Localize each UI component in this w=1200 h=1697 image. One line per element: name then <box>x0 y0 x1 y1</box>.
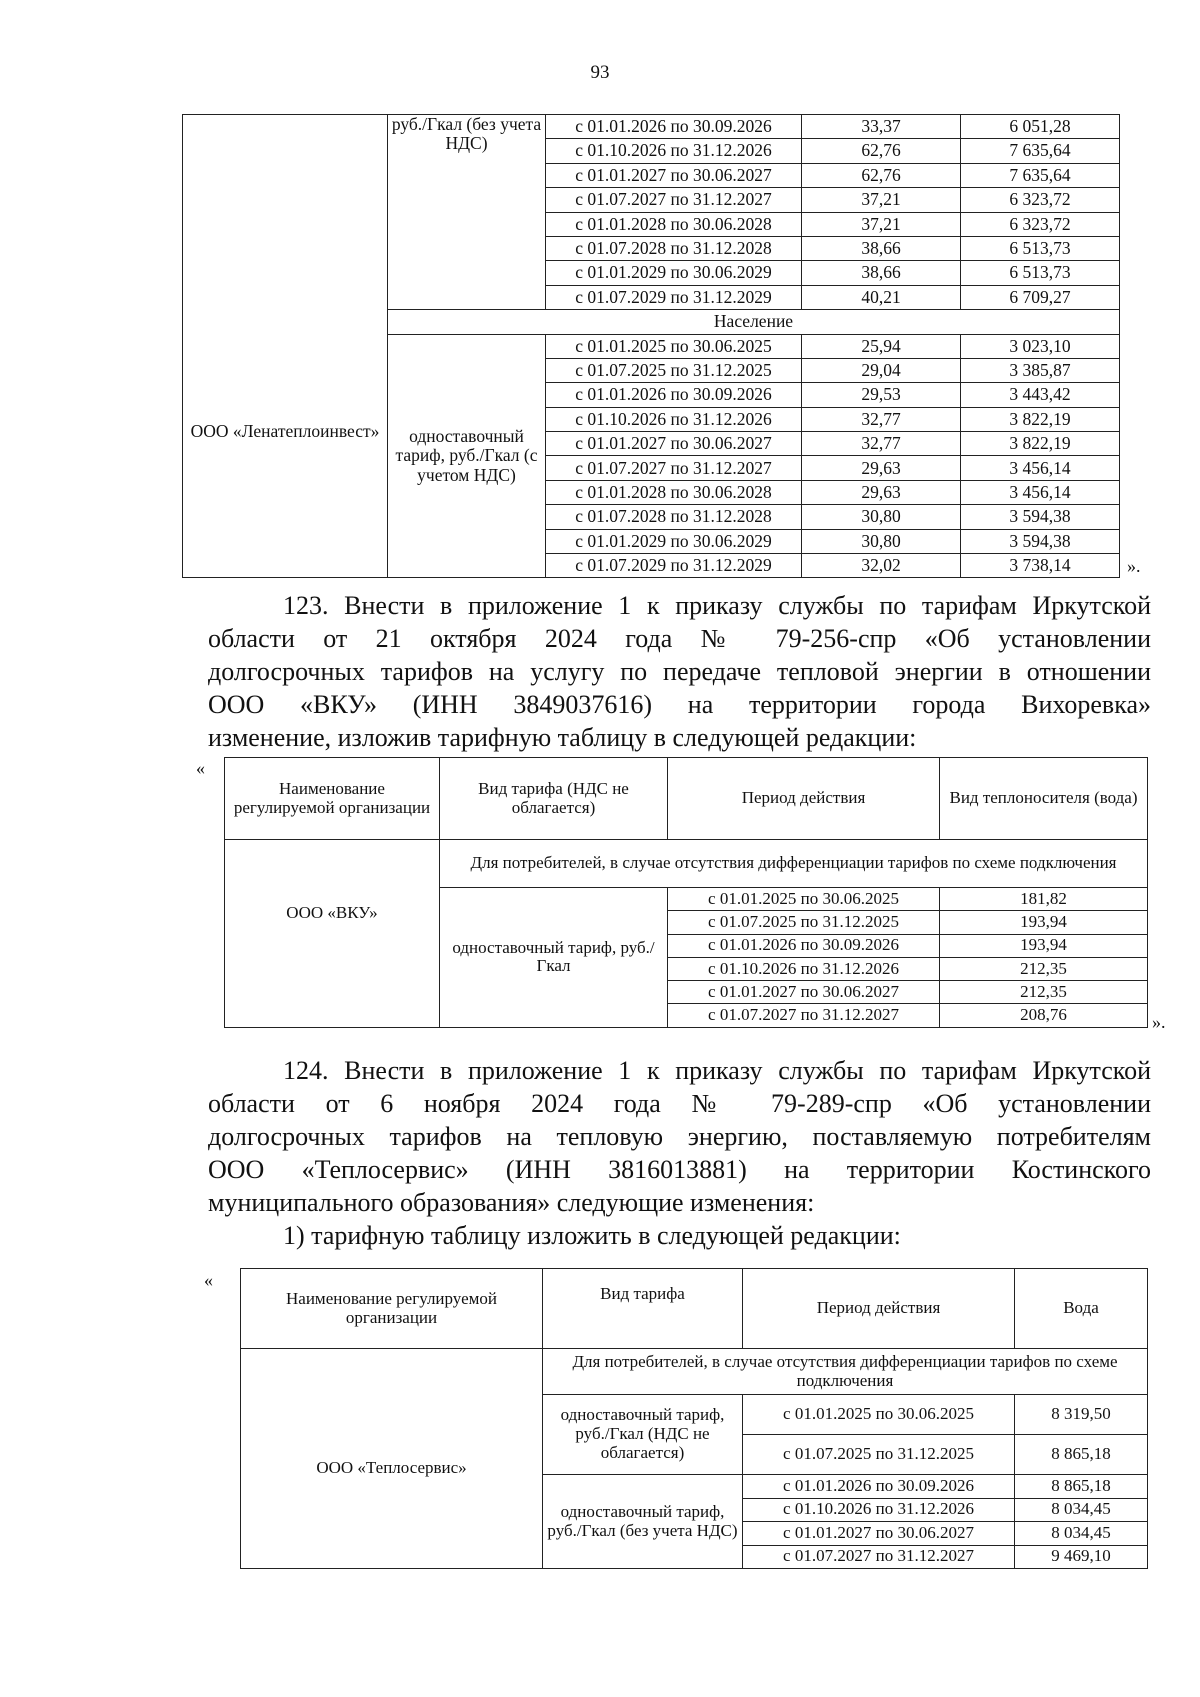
tariff-type-cell: одноставочный тариф, руб./Гкал (без учета НДС) <box>543 1475 743 1569</box>
header-cell: Период действия <box>668 758 940 840</box>
period-cell: с 01.07.2027 по 31.12.2027 <box>546 188 802 212</box>
value-cell: 3 738,14 <box>961 554 1120 578</box>
value-cell: 38,66 <box>802 261 961 285</box>
period-cell: с 01.10.2026 по 31.12.2026 <box>546 139 802 163</box>
table-row <box>241 1349 1148 1395</box>
value-cell: 3 023,10 <box>961 334 1120 358</box>
para-line: области от 6 ноября 2024 года № 79-289-спр «Об установлении <box>208 1089 1151 1118</box>
value-cell: 62,76 <box>802 163 961 187</box>
para-subitem: 1) тарифную таблицу изложить в следующей редакции: <box>283 1221 901 1250</box>
value-cell: 6 051,28 <box>961 115 1120 139</box>
section-label-cell: Для потребителей, в случае отсутствия дифференциации тарифов по схеме подключения <box>543 1349 1148 1395</box>
period-cell: с 01.01.2027 по 30.06.2027 <box>743 1522 1015 1546</box>
closing-quote: ». <box>1127 556 1141 576</box>
para-line: долгосрочных тарифов на услугу по передаче тепловой энергии в отношении <box>208 657 1151 686</box>
value-cell: 3 822,19 <box>961 432 1120 456</box>
value-cell: 8 865,18 <box>1015 1475 1148 1499</box>
value-cell: 6 709,27 <box>961 285 1120 309</box>
value-cell: 193,94 <box>940 934 1148 957</box>
period-cell: с 01.07.2027 по 31.12.2027 <box>546 456 802 480</box>
paragraph-123 <box>208 589 1151 754</box>
value-cell: 29,63 <box>802 480 961 504</box>
value-cell: 29,63 <box>802 456 961 480</box>
period-cell: с 01.07.2028 по 31.12.2028 <box>546 236 802 260</box>
para-line: 124. Внести в приложение 1 к приказу службы по тарифам Иркутской <box>283 1056 1151 1085</box>
header-cell: Наименование регулируемой организации <box>225 758 440 840</box>
period-cell: с 01.10.2026 по 31.12.2026 <box>668 957 940 980</box>
value-cell: 212,35 <box>940 957 1148 980</box>
header-cell: Вид тарифа <box>543 1269 743 1349</box>
period-cell: с 01.01.2026 по 30.09.2026 <box>743 1475 1015 1499</box>
value-cell: 8 034,45 <box>1015 1522 1148 1546</box>
period-cell: с 01.01.2027 по 30.06.2027 <box>546 432 802 456</box>
header-cell: Период действия <box>743 1269 1015 1349</box>
para-line: муниципального образования» следующие изменения: <box>208 1188 815 1217</box>
para-line: 123. Внести в приложение 1 к приказу службы по тарифам Иркутской <box>283 591 1151 620</box>
value-cell: 30,80 <box>802 529 961 553</box>
tariff-type-cell: одноставочный тариф, руб./Гкал <box>440 888 668 1028</box>
tariff-table-vku <box>224 757 1148 1028</box>
organization-cell: ООО «Ленатеплоинвест» <box>183 115 388 578</box>
value-cell: 7 635,64 <box>961 139 1120 163</box>
value-cell: 9 469,10 <box>1015 1545 1148 1569</box>
value-cell: 30,80 <box>802 505 961 529</box>
period-cell: с 01.07.2025 по 31.12.2025 <box>743 1435 1015 1475</box>
period-cell: с 01.01.2028 по 30.06.2028 <box>546 480 802 504</box>
period-cell: с 01.01.2027 по 30.06.2027 <box>668 981 940 1004</box>
value-cell: 6 323,72 <box>961 212 1120 236</box>
value-cell: 7 635,64 <box>961 163 1120 187</box>
value-cell: 3 385,87 <box>961 358 1120 382</box>
value-cell: 32,02 <box>802 554 961 578</box>
value-cell: 25,94 <box>802 334 961 358</box>
tariff-table-teploservis <box>240 1268 1148 1569</box>
value-cell: 32,77 <box>802 432 961 456</box>
value-cell: 3 443,42 <box>961 383 1120 407</box>
period-cell: с 01.10.2026 по 31.12.2026 <box>743 1498 1015 1522</box>
tariff-type-cell: одноставочный тариф, руб./Гкал (с учетом НДС) <box>388 334 546 578</box>
period-cell: с 01.07.2025 по 31.12.2025 <box>668 911 940 934</box>
organization-cell: ООО «ВКУ» <box>225 840 440 1028</box>
value-cell: 212,35 <box>940 981 1148 1004</box>
value-cell: 8 319,50 <box>1015 1395 1148 1435</box>
period-cell: с 01.01.2026 по 30.09.2026 <box>546 383 802 407</box>
period-cell: с 01.01.2028 по 30.06.2028 <box>546 212 802 236</box>
period-cell: с 01.01.2026 по 30.09.2026 <box>668 934 940 957</box>
para-line: долгосрочных тарифов на тепловую энергию, поставляемую потребителям <box>208 1122 1151 1151</box>
value-cell: 3 594,38 <box>961 505 1120 529</box>
period-cell: с 01.07.2027 по 31.12.2027 <box>743 1545 1015 1569</box>
tariff-type-cell: руб./Гкал (без учета НДС) <box>388 115 546 310</box>
opening-quote: « <box>196 758 205 778</box>
organization-cell: ООО «Теплосервис» <box>241 1349 543 1569</box>
table-row <box>241 1269 1148 1349</box>
value-cell: 38,66 <box>802 236 961 260</box>
period-cell: с 01.10.2026 по 31.12.2026 <box>546 407 802 431</box>
value-cell: 3 456,14 <box>961 456 1120 480</box>
value-cell: 6 323,72 <box>961 188 1120 212</box>
period-cell: с 01.07.2025 по 31.12.2025 <box>546 358 802 382</box>
period-cell: с 01.01.2025 по 30.06.2025 <box>668 888 940 911</box>
table-row <box>225 758 1148 840</box>
opening-quote: « <box>204 1270 213 1290</box>
period-cell: с 01.07.2029 по 31.12.2029 <box>546 285 802 309</box>
header-cell: Вид теплоносителя (вода) <box>940 758 1148 840</box>
table-row <box>183 115 1120 139</box>
para-line: ООО «ВКУ» (ИНН 3849037616) на территории города Вихоревка» <box>208 690 1151 719</box>
value-cell: 40,21 <box>802 285 961 309</box>
page-number: 93 <box>590 62 610 83</box>
header-cell: Вода <box>1015 1269 1148 1349</box>
value-cell: 6 513,73 <box>961 236 1120 260</box>
header-cell: Наименование регулируемой организации <box>241 1269 543 1349</box>
value-cell: 6 513,73 <box>961 261 1120 285</box>
value-cell: 3 822,19 <box>961 407 1120 431</box>
para-line: области от 21 октября 2024 года № 79-256-спр «Об установлении <box>208 624 1151 653</box>
value-cell: 62,76 <box>802 139 961 163</box>
section-label-cell: Население <box>388 310 1120 334</box>
period-cell: с 01.01.2026 по 30.09.2026 <box>546 115 802 139</box>
value-cell: 29,53 <box>802 383 961 407</box>
value-cell: 181,82 <box>940 888 1148 911</box>
value-cell: 29,04 <box>802 358 961 382</box>
period-cell: с 01.01.2027 по 30.06.2027 <box>546 163 802 187</box>
value-cell: 3 594,38 <box>961 529 1120 553</box>
para-line: изменение, изложив тарифную таблицу в следующей редакции: <box>208 723 917 752</box>
period-cell: с 01.01.2029 по 30.06.2029 <box>546 529 802 553</box>
tariff-table-lenateploinvest <box>182 114 1120 578</box>
value-cell: 3 456,14 <box>961 480 1120 504</box>
value-cell: 37,21 <box>802 188 961 212</box>
tariff-type-cell: одноставочный тариф, руб./Гкал (НДС не облагается) <box>543 1395 743 1475</box>
value-cell: 37,21 <box>802 212 961 236</box>
paragraph-124 <box>208 1054 1151 1252</box>
period-cell: с 01.01.2025 по 30.06.2025 <box>546 334 802 358</box>
value-cell: 33,37 <box>802 115 961 139</box>
value-cell: 32,77 <box>802 407 961 431</box>
value-cell: 208,76 <box>940 1004 1148 1027</box>
section-label-cell: Для потребителей, в случае отсутствия дифференциации тарифов по схеме подключения <box>440 840 1148 888</box>
header-cell: Вид тарифа (НДС не облагается) <box>440 758 668 840</box>
value-cell: 8 034,45 <box>1015 1498 1148 1522</box>
period-cell: с 01.07.2029 по 31.12.2029 <box>546 554 802 578</box>
value-cell: 8 865,18 <box>1015 1435 1148 1475</box>
closing-quote: ». <box>1152 1012 1166 1032</box>
period-cell: с 01.07.2028 по 31.12.2028 <box>546 505 802 529</box>
period-cell: с 01.07.2027 по 31.12.2027 <box>668 1004 940 1027</box>
table-row <box>225 840 1148 888</box>
value-cell: 193,94 <box>940 911 1148 934</box>
period-cell: с 01.01.2029 по 30.06.2029 <box>546 261 802 285</box>
para-line: ООО «Теплосервис» (ИНН 3816013881) на территории Костинского <box>208 1155 1151 1184</box>
period-cell: с 01.01.2025 по 30.06.2025 <box>743 1395 1015 1435</box>
